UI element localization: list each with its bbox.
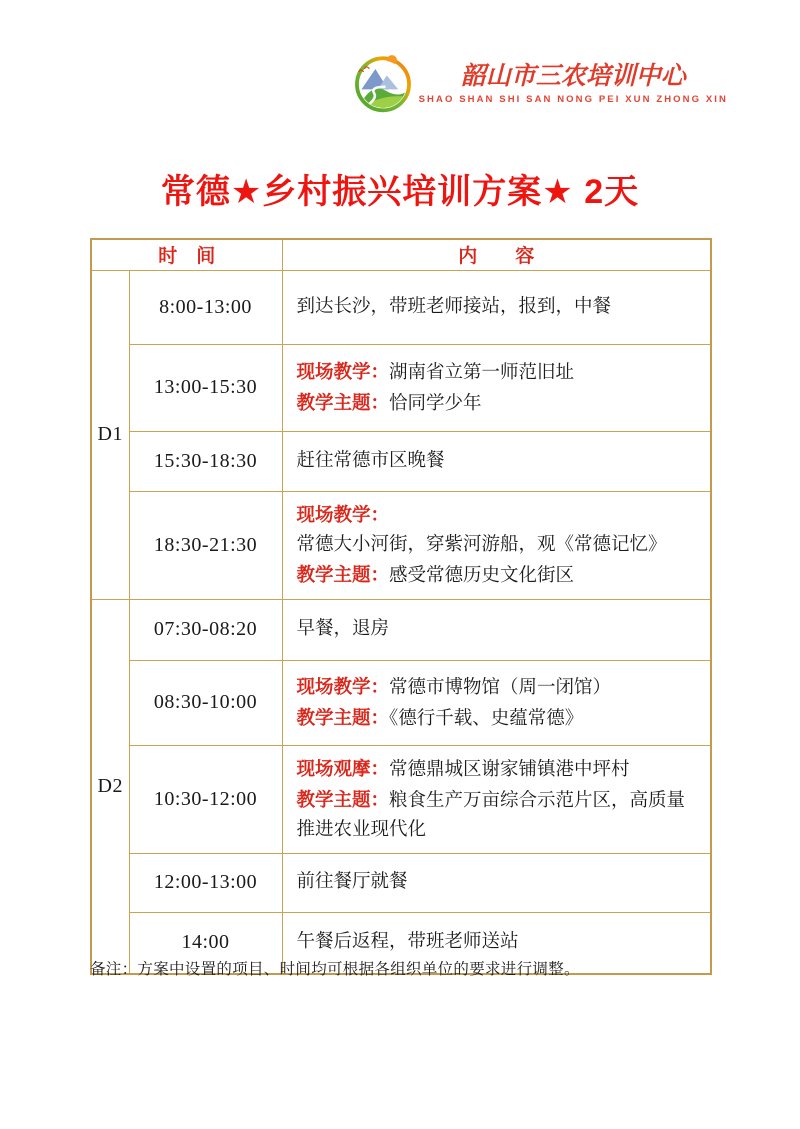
segment-text: 到达长沙，带班老师接站，报到，中餐: [296, 296, 612, 317]
table-header-row: [91, 239, 711, 270]
table-row: [91, 491, 711, 599]
table-row: [91, 660, 711, 745]
content-line: [297, 531, 701, 560]
time-cell: 08:30-10:00: [129, 660, 282, 745]
content-line: [297, 703, 701, 734]
content-column-header: 内 容: [282, 239, 711, 270]
footer-note: 备注：方案中设置的项目、时间均可根据各组织单位的要求进行调整。: [90, 961, 580, 978]
table-row: [91, 599, 711, 660]
segment-text: 湖南省立第一师范旧址: [389, 362, 575, 383]
segment-text: 感受常德历史文化街区: [389, 565, 575, 586]
content-line: [297, 293, 701, 322]
content-line: [297, 615, 701, 644]
content-cell: [282, 431, 711, 491]
schedule-table-body: [91, 270, 711, 974]
content-cell: [282, 853, 711, 912]
table-row: [91, 270, 711, 344]
schedule-table: [90, 238, 710, 975]
segment-label: 教学主题：: [296, 391, 390, 413]
content-line: [297, 357, 701, 388]
time-cell: 10:30-12:00: [129, 745, 282, 853]
org-name-calligraphy: 韶山市三农培训中心: [460, 61, 686, 90]
page-title: 常德★乡村振兴培训方案★ 2天: [160, 173, 640, 211]
org-logo: [351, 50, 728, 116]
table-row: [91, 344, 711, 431]
segment-text: 粮食生产万亩综合示范片区，高质量推进农业现代化: [296, 790, 686, 840]
time-cell: 15:30-18:30: [129, 431, 282, 491]
segment-label: 现场教学：: [296, 675, 390, 697]
content-cell: [282, 599, 711, 660]
content-cell: [282, 660, 711, 745]
content-line: [297, 672, 701, 703]
segment-text: 《德行千载、史蕴常德》: [389, 708, 584, 729]
org-name-pinyin: SHAO SHAN SHI SAN NONG PEI XUN ZHONG XIN: [418, 94, 728, 105]
time-cell: 8:00-13:00: [129, 270, 282, 344]
mountain-field-sun-emblem-icon: [351, 50, 415, 116]
segment-text: 前往餐厅就餐: [296, 872, 408, 892]
content-line: [297, 447, 701, 476]
table-row: [91, 431, 711, 491]
segment-label: 现场教学：: [296, 360, 390, 382]
content-line: [297, 785, 701, 845]
segment-label: 现场观摩：: [296, 757, 390, 779]
segment-text: 常德市博物馆（周一闭馆）: [389, 677, 612, 698]
time-cell: 14:00: [129, 912, 282, 974]
day-cell: D1: [91, 270, 129, 599]
content-line: [297, 754, 701, 785]
content-line: [297, 560, 701, 591]
segment-text: 午餐后返程，带班老师送站: [296, 932, 519, 953]
segment-label: 教学主题：: [296, 563, 390, 585]
segment-label: 现场教学：: [296, 503, 390, 525]
segment-text: 赶往常德市区晚餐: [296, 450, 445, 471]
segment-text: 恰同学少年: [389, 393, 482, 414]
table-row: [91, 745, 711, 853]
content-line: [297, 388, 701, 419]
content-line: [297, 500, 701, 531]
time-cell: 13:00-15:30: [129, 344, 282, 431]
segment-text: 早餐，退房: [296, 619, 390, 639]
content-cell: [282, 270, 711, 344]
segment-label: 教学主题：: [296, 706, 390, 728]
segment-text: 常德鼎城区谢家铺镇港中坪村: [389, 759, 630, 780]
day-cell: D2: [91, 599, 129, 974]
table-row: [91, 853, 711, 912]
content-line: [297, 868, 701, 897]
content-cell: [282, 491, 711, 599]
time-cell: 07:30-08:20: [129, 599, 282, 660]
content-cell: [282, 344, 711, 431]
time-column-header: 时 间: [91, 239, 282, 270]
time-cell: 12:00-13:00: [129, 853, 282, 912]
segment-text: 常德大小河街，穿紫河游船，观《常德记忆》: [296, 534, 667, 555]
content-cell: [282, 745, 711, 853]
content-line: [297, 928, 701, 957]
time-cell: 18:30-21:30: [129, 491, 282, 599]
segment-label: 教学主题：: [296, 788, 390, 810]
